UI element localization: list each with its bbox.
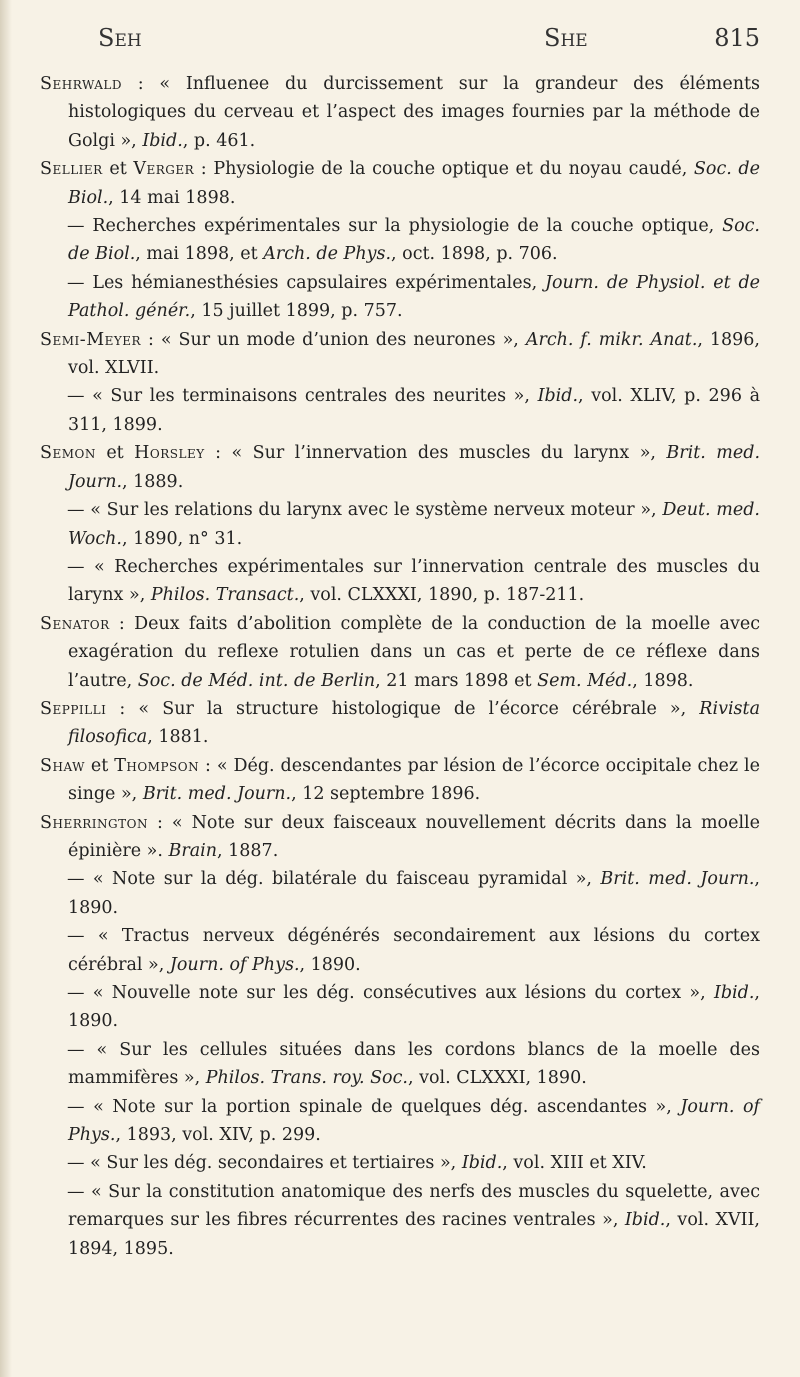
entry-text: : Physiologie de la couche optique et du noyau caudé, (194, 159, 694, 180)
bibliography-entry (40, 155, 760, 212)
entry-text: — « Note sur la portion spinale de quelques dég. ascendantes », (67, 1096, 681, 1117)
entry-text: , 15 juillet 1899, p. 757. (190, 301, 403, 322)
entry-text: — « Sur les cellules situées dans les cordons blancs de la moelle des mammifères », (67, 1039, 760, 1089)
entry-text: , p. 461. (182, 130, 256, 151)
author-name: Sherrington (40, 812, 148, 833)
bibliography-subentry (40, 1149, 760, 1177)
bibliography-subentry (40, 979, 760, 1036)
bibliography-subentry (40, 212, 760, 269)
entry-text: , mai 1898, et (135, 244, 264, 265)
bibliography-subentry (40, 1093, 760, 1150)
entry-text: : « Sur l’innervation des muscles du larynx », (204, 443, 667, 464)
entry-text: et (84, 755, 115, 776)
header-left-word: Seh (98, 24, 142, 52)
page-number: 815 (714, 24, 760, 52)
entry-text: : « Note sur deux faisceaux nouvellement décrits dans la moelle épinière ». (68, 812, 760, 861)
page-edge-shadow (0, 0, 12, 1377)
bibliography-subentry (40, 553, 760, 610)
entry-text: , 1881. (147, 727, 209, 748)
entry-text: , oct. 1898, p. 706. (391, 244, 558, 265)
entry-text: et (102, 159, 134, 180)
entry-text: , 1889. (122, 471, 184, 492)
bibliography-entry (40, 752, 760, 809)
entry-text: : « Sur la structure histologique de l’écorce cérébrale », (106, 698, 700, 719)
author-name: Semi-Meyer (40, 329, 142, 350)
bibliography-list (40, 70, 760, 1263)
entry-text: , 1890, n° 31. (121, 528, 243, 549)
entry-text: , 1887. (217, 840, 279, 861)
bibliography-entry (40, 439, 760, 496)
publication-title: Soc. de Méd. int. de Berlin (137, 670, 376, 691)
publication-title: Ibid. (713, 983, 755, 1003)
bibliography-subentry (40, 865, 760, 922)
entry-text: — Les hémianesthésies capsulaires expérimentales, (67, 272, 545, 293)
author-name: Horsley (134, 443, 205, 464)
publication-title: Brit. med. Journ. (600, 869, 755, 890)
publication-title: Philos. Trans. roy. Soc. (205, 1068, 408, 1089)
author-name: Shaw (40, 755, 85, 776)
entry-text: — « Recherches expérimentales sur l’innervation centrale des muscles du larynx », (67, 556, 760, 606)
entry-text: , 21 mars 1898 et (375, 670, 538, 691)
publication-title: Soc. de Biol. (68, 159, 760, 208)
bibliography-subentry (40, 1036, 760, 1093)
author-name: Verger (133, 159, 195, 180)
entry-text: , 1893, vol. XIV, p. 299. (115, 1125, 321, 1146)
publication-title: Brit. med. Journ. (68, 443, 761, 492)
bibliography-subentry (40, 922, 760, 979)
publication-title: Journ. de Physiol. et de Pathol. génér. (68, 272, 761, 322)
entry-text: : Deux faits d’abolition complète de la conduction de la moelle avec exagération du reflexe rotulien dans un cas et perte de ce réflexe dans l’autre, (68, 613, 760, 691)
entry-text: et (95, 443, 135, 464)
bibliography-entry (40, 610, 760, 695)
bibliography-subentry (40, 269, 760, 326)
entry-text: , vol. XVII, 1894, 1895. (68, 1210, 760, 1259)
entry-text: — « Tractus nerveux dégénérés secondairement aux lésions du cortex cérébral », (67, 926, 760, 975)
publication-title: Ibid. (537, 386, 579, 407)
author-name: Seppilli (40, 698, 107, 719)
entry-text: , vol. XIII et XIV. (502, 1153, 647, 1174)
publication-title: Ibid. (142, 130, 183, 151)
header-right-word: She (544, 24, 588, 52)
publication-title: Ibid. (461, 1153, 503, 1174)
publication-title: Rivista filosofica (68, 698, 760, 748)
bibliography-entry (40, 809, 760, 866)
publication-title: Sem. Méd. (537, 670, 633, 691)
publication-title: Soc. de Biol. (68, 216, 760, 265)
bibliography-subentry (40, 1178, 760, 1263)
publication-title: Journ. of Phys. (68, 1096, 760, 1146)
entry-text: : « Dég. descendantes par lésion de l’écorce occipitale chez le singe », (68, 755, 760, 805)
entry-text: — « Sur les terminaisons centrales des neurites », (67, 386, 538, 407)
bibliography-entry (40, 70, 760, 155)
entry-text: , vol. CLXXXI, 1890, p. 187-211. (299, 585, 585, 606)
book-page (40, 0, 760, 1263)
entry-text: : « Influenee du durcissement sur la grandeur des éléments histologiques du cerveau et l’aspect des images fournies par la méthode de Golgi », (68, 74, 760, 151)
entry-text: — « Nouvelle note sur les dég. consécutives aux lésions du cortex », (67, 983, 714, 1003)
bibliography-subentry (40, 382, 760, 439)
entry-text: : « Sur un mode d’union des neurones », (141, 329, 526, 350)
author-name: Sehrwald (40, 74, 122, 94)
running-header (40, 0, 760, 60)
publication-title: Arch. f. mikr. Anat. (525, 329, 698, 350)
entry-text: — Recherches expérimentales sur la physiologie de la couche optique, (67, 216, 723, 237)
entry-text: — « Sur les relations du larynx avec le système nerveux moteur », (67, 500, 663, 521)
entry-text: , 14 mai 1898. (108, 187, 236, 208)
author-name: Sellier (40, 159, 103, 180)
author-name: Semon (40, 443, 96, 464)
bibliography-entry (40, 326, 760, 383)
author-name: Thompson (114, 755, 200, 776)
publication-title: Brain (168, 840, 218, 861)
bibliography-subentry (40, 496, 760, 553)
entry-text: — « Sur la constitution anatomique des nerfs des muscles du squelette, avec remarques sur les fibres récurrentes des racines ventrales », (67, 1181, 760, 1231)
entry-text: — « Sur les dég. secondaires et tertiaires », (67, 1153, 462, 1174)
publication-title: Deut. med. Woch. (68, 500, 760, 549)
entry-text: , 1898. (632, 670, 694, 691)
publication-title: Journ. of Phys. (169, 954, 300, 975)
entry-text: , 1890. (68, 983, 760, 1032)
entry-text: , vol. XLIV, p. 296 à 311, 1899. (68, 386, 761, 435)
entry-text: , 1890. (68, 869, 760, 918)
publication-title: Brit. med. Journ. (142, 784, 292, 805)
publication-title: Ibid. (624, 1210, 666, 1231)
entry-text: , 12 septembre 1896. (291, 784, 481, 805)
author-name: Senator (40, 613, 110, 634)
entry-text: , 1896, vol. XLVII. (68, 329, 761, 379)
bibliography-entry (40, 695, 760, 752)
publication-title: Arch. de Phys. (263, 244, 392, 265)
publication-title: Philos. Transact. (150, 585, 300, 606)
entry-text: , vol. CLXXXI, 1890. (407, 1068, 587, 1089)
entry-text: , 1890. (299, 954, 361, 975)
entry-text: — « Note sur la dég. bilatérale du faisceau pyramidal », (67, 869, 601, 890)
